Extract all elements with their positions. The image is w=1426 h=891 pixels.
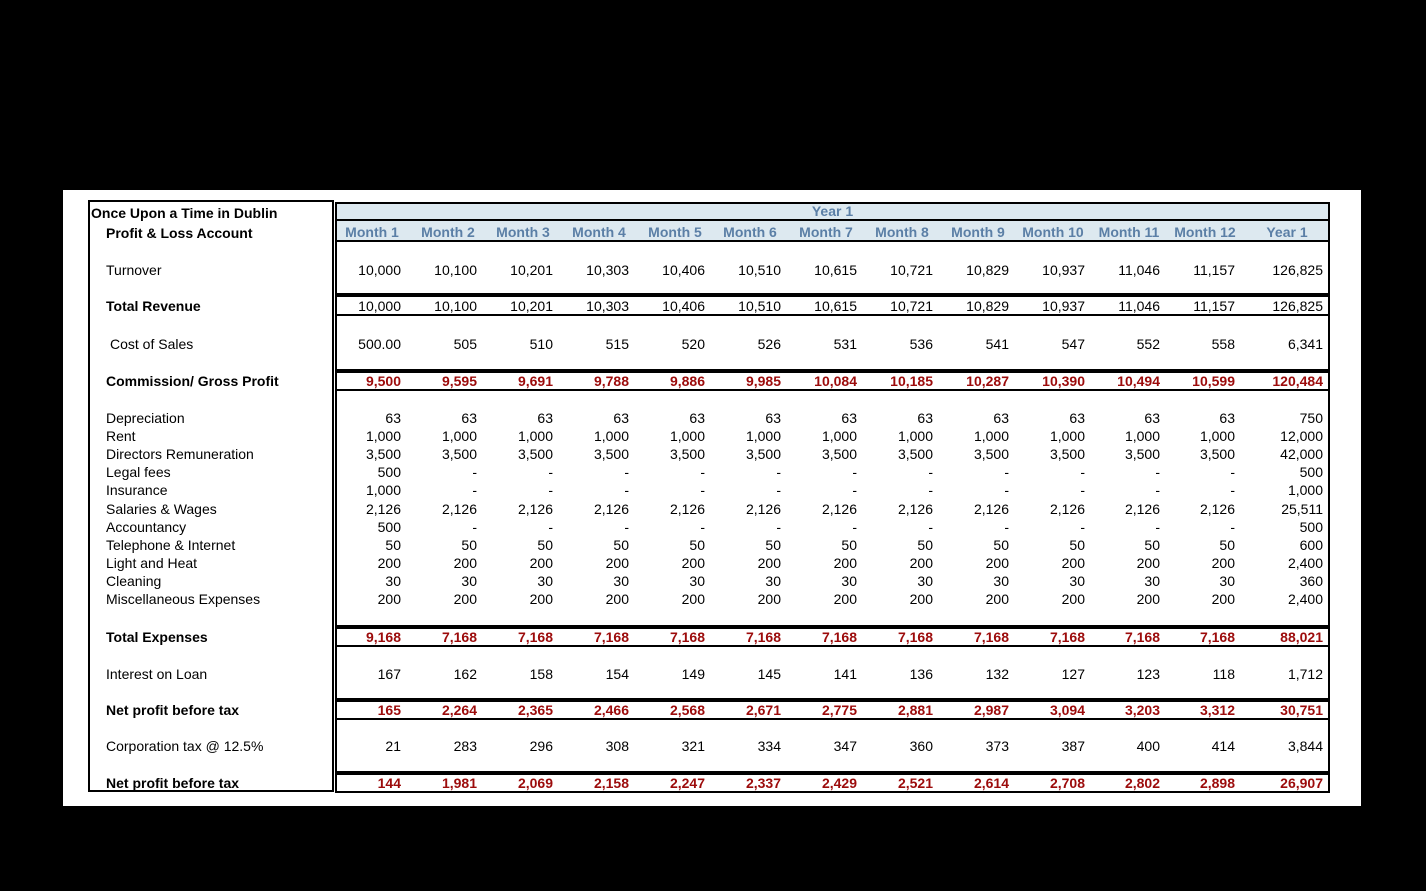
expense-cell: 1,000	[1199, 428, 1235, 444]
expense-cell: 3,500	[669, 446, 705, 462]
expense-cell: 30	[765, 573, 781, 589]
net-profit-cell: 144	[377, 775, 401, 791]
net-profit-cell: 2,158	[593, 775, 629, 791]
row-label-expense: Cleaning	[106, 573, 162, 589]
expense-cell: -	[1230, 464, 1235, 480]
expense-cell: 1,000	[897, 428, 933, 444]
expense-cell: 63	[841, 410, 857, 426]
corporation-tax-cell: 296	[529, 738, 553, 754]
expense-cell: 50	[841, 537, 857, 553]
interest-cell: 162	[453, 666, 477, 682]
gross-profit-cell: 9,788	[593, 373, 629, 389]
total-revenue-cell: 11,157	[1193, 298, 1235, 314]
turnover-cell: 10,510	[738, 262, 781, 278]
cost-of-sales-cell: 536	[909, 336, 933, 352]
total-expenses-cell: 7,168	[441, 629, 477, 645]
expense-cell: -	[852, 482, 857, 498]
expense-cell: 200	[681, 591, 705, 607]
expense-cell: 200	[909, 591, 933, 607]
cost-of-sales-cell: 515	[605, 336, 629, 352]
total-expenses-cell: 7,168	[821, 629, 857, 645]
expense-cell: -	[928, 464, 933, 480]
expense-cell: 50	[917, 537, 933, 553]
column-header: Month 11	[1098, 224, 1160, 240]
expense-cell: -	[776, 464, 781, 480]
expense-cell: 2,126	[973, 501, 1009, 517]
gross-profit-cell: 120,484	[1272, 373, 1323, 389]
report-title: Profit & Loss Account	[106, 225, 253, 241]
interest-cell: 118	[1212, 666, 1235, 682]
turnover-cell: 10,721	[890, 262, 933, 278]
expense-cell: -	[548, 519, 553, 535]
expense-cell: -	[852, 464, 857, 480]
expense-cell: 50	[537, 537, 553, 553]
expense-cell: 30	[1069, 573, 1085, 589]
cost-of-sales-cell: 531	[833, 336, 857, 352]
column-header: Month 8	[875, 224, 929, 240]
gross-profit-cell: 10,599	[1192, 373, 1235, 389]
expense-cell: 500	[1299, 519, 1323, 535]
net-profit-before-tax-cell: 2,568	[669, 702, 705, 718]
expense-cell: 3,500	[745, 446, 781, 462]
cost-of-sales-cell: 541	[985, 336, 1009, 352]
expense-cell: -	[624, 464, 629, 480]
expense-cell: 3,500	[517, 446, 553, 462]
expense-cell: -	[624, 519, 629, 535]
gross-profit-cell: 9,595	[441, 373, 477, 389]
expense-cell: 200	[681, 555, 705, 571]
expense-cell: 1,000	[441, 428, 477, 444]
row-label-turnover: Turnover	[106, 262, 162, 278]
column-header: Month 1	[345, 224, 399, 240]
expense-cell: 200	[1136, 591, 1160, 607]
total-expenses-cell: 88,021	[1280, 629, 1323, 645]
expense-cell: 30	[613, 573, 629, 589]
row-label-expense: Telephone & Internet	[106, 537, 236, 553]
corporation-tax-cell: 373	[985, 738, 1009, 754]
expense-cell: 30	[1144, 573, 1160, 589]
expense-cell: 200	[529, 555, 553, 571]
year-header: Year 1	[811, 203, 854, 219]
interest-cell: 167	[377, 666, 401, 682]
turnover-cell: 10,100	[434, 262, 477, 278]
net-profit-before-tax-cell: 2,264	[441, 702, 477, 718]
net-profit-before-tax-cell: 3,312	[1199, 702, 1235, 718]
total-expenses-cell: 7,168	[897, 629, 933, 645]
column-header: Month 6	[723, 224, 777, 240]
expense-cell: 200	[985, 591, 1009, 607]
turnover-cell: 10,201	[510, 262, 553, 278]
total-revenue-cell: 10,000	[358, 298, 401, 314]
cost-of-sales-cell: 520	[681, 336, 705, 352]
expense-cell: 600	[1299, 537, 1323, 553]
cost-of-sales-cell: 526	[757, 336, 781, 352]
expense-cell: 50	[993, 537, 1009, 553]
expense-cell: 1,000	[1124, 428, 1160, 444]
expense-cell: 200	[985, 555, 1009, 571]
turnover-cell: 10,406	[662, 262, 705, 278]
expense-cell: 500	[377, 519, 401, 535]
total-expenses-cell: 7,168	[517, 629, 553, 645]
expense-cell: 2,126	[517, 501, 553, 517]
column-header: Month 10	[1022, 224, 1084, 240]
expense-cell: 200	[1211, 555, 1235, 571]
expense-cell: 50	[385, 537, 401, 553]
column-header: Month 7	[799, 224, 853, 240]
interest-cell: 1,712	[1287, 666, 1323, 682]
expense-cell: 63	[385, 410, 401, 426]
expense-cell: -	[472, 482, 477, 498]
expense-cell: 63	[917, 410, 933, 426]
total-revenue-cell: 10,100	[434, 298, 477, 314]
expense-cell: 3,500	[441, 446, 477, 462]
interest-cell: 149	[681, 666, 705, 682]
expense-cell: 3,500	[821, 446, 857, 462]
row-label-expense: Accountancy	[106, 519, 187, 535]
net-profit-cell: 2,898	[1199, 775, 1235, 791]
interest-cell: 141	[833, 666, 857, 682]
expense-cell: 63	[1144, 410, 1160, 426]
expense-cell: -	[1155, 519, 1160, 535]
gross-profit-cell: 9,886	[669, 373, 705, 389]
gross-profit-cell: 9,985	[745, 373, 781, 389]
net-profit-cell: 2,247	[669, 775, 705, 791]
corporation-tax-cell: 21	[385, 738, 401, 754]
turnover-cell: 10,615	[814, 262, 857, 278]
expense-cell: 50	[1219, 537, 1235, 553]
expense-cell: 1,000	[973, 428, 1009, 444]
total-revenue-cell: 11,046	[1118, 298, 1160, 314]
expense-cell: 50	[765, 537, 781, 553]
total-revenue-cell: 126,825	[1272, 298, 1323, 314]
column-header: Month 5	[648, 224, 702, 240]
expense-cell: -	[852, 519, 857, 535]
cost-of-sales-cell: 547	[1061, 336, 1085, 352]
cost-of-sales-cell: 558	[1211, 336, 1235, 352]
net-profit-before-tax-cell: 2,775	[821, 702, 857, 718]
expense-cell: 30	[917, 573, 933, 589]
total-expenses-cell: 7,168	[593, 629, 629, 645]
expense-cell: 200	[453, 591, 477, 607]
turnover-cell: 11,157	[1193, 262, 1235, 278]
expense-cell: 30	[841, 573, 857, 589]
corporation-tax-cell: 387	[1061, 738, 1085, 754]
row-label-cost-of-sales: Cost of Sales	[110, 336, 194, 352]
expense-cell: 3,500	[593, 446, 629, 462]
corporation-tax-cell: 400	[1136, 738, 1160, 754]
expense-cell: 200	[909, 555, 933, 571]
corporation-tax-cell: 334	[757, 738, 781, 754]
expense-cell: 1,000	[593, 428, 629, 444]
expense-cell: 63	[1219, 410, 1235, 426]
row-label-net-profit: Net profit before tax	[106, 775, 240, 791]
expense-cell: 750	[1299, 410, 1323, 426]
expense-cell: 3,500	[1199, 446, 1235, 462]
total-revenue-cell: 10,303	[586, 298, 629, 314]
total-expenses-cell: 7,168	[669, 629, 705, 645]
expense-cell: 200	[377, 591, 401, 607]
net-profit-cell: 26,907	[1280, 775, 1323, 791]
expense-cell: 1,000	[1049, 428, 1085, 444]
net-profit-before-tax-cell: 3,094	[1049, 702, 1085, 718]
net-profit-before-tax-cell: 2,987	[973, 702, 1009, 718]
expense-cell: 2,126	[365, 501, 401, 517]
expense-cell: -	[1004, 464, 1009, 480]
expense-cell: -	[472, 519, 477, 535]
column-header: Month 4	[572, 224, 626, 240]
expense-cell: 30	[537, 573, 553, 589]
net-profit-cell: 2,429	[821, 775, 857, 791]
row-label-expense: Insurance	[106, 482, 168, 498]
expense-cell: 1,000	[365, 482, 401, 498]
expense-cell: -	[928, 482, 933, 498]
expense-cell: 2,400	[1287, 555, 1323, 571]
expense-cell: -	[1230, 519, 1235, 535]
row-label-interest: Interest on Loan	[106, 666, 208, 682]
expense-cell: 500	[1299, 464, 1323, 480]
expense-cell: 50	[1144, 537, 1160, 553]
expense-cell: -	[1155, 482, 1160, 498]
expense-cell: -	[1080, 464, 1085, 480]
expense-cell: 2,126	[1049, 501, 1085, 517]
expense-cell: 200	[1136, 555, 1160, 571]
expense-cell: -	[1004, 482, 1009, 498]
net-profit-before-tax-cell: 165	[377, 702, 401, 718]
corporation-tax-cell: 3,844	[1287, 738, 1323, 754]
total-revenue-cell: 10,510	[738, 298, 781, 314]
expense-cell: 2,126	[1124, 501, 1160, 517]
total-expenses-cell: 7,168	[1199, 629, 1235, 645]
gross-profit-cell: 10,084	[814, 373, 857, 389]
net-profit-before-tax-cell: 2,365	[517, 702, 553, 718]
corporation-tax-cell: 347	[833, 738, 857, 754]
expense-cell: 2,126	[1199, 501, 1235, 517]
expense-cell: -	[776, 519, 781, 535]
total-expenses-cell: 7,168	[1049, 629, 1085, 645]
corporation-tax-cell: 321	[681, 738, 705, 754]
expense-cell: 200	[1061, 555, 1085, 571]
expense-cell: 42,000	[1280, 446, 1323, 462]
total-revenue-cell: 10,937	[1042, 298, 1085, 314]
row-label-expense: Rent	[106, 428, 136, 444]
row-label-expense: Miscellaneous Expenses	[106, 591, 261, 607]
column-header: Month 12	[1174, 224, 1236, 240]
expense-cell: 63	[993, 410, 1009, 426]
expense-cell: 25,511	[1281, 501, 1323, 517]
net-profit-cell: 2,521	[897, 775, 933, 791]
interest-cell: 123	[1136, 666, 1160, 682]
net-profit-before-tax-cell: 2,466	[593, 702, 629, 718]
interest-cell: 127	[1061, 666, 1085, 682]
turnover-cell: 10,000	[358, 262, 401, 278]
cost-of-sales-cell: 6,341	[1287, 336, 1323, 352]
interest-cell: 158	[529, 666, 553, 682]
expense-cell: 200	[1061, 591, 1085, 607]
expense-cell: -	[624, 482, 629, 498]
column-header: Month 2	[421, 224, 475, 240]
expense-cell: 2,126	[593, 501, 629, 517]
cost-of-sales-cell: 510	[529, 336, 553, 352]
expense-cell: 30	[689, 573, 705, 589]
expense-cell: 200	[757, 591, 781, 607]
net-profit-cell: 1,981	[441, 775, 477, 791]
row-label-expense: Salaries & Wages	[106, 501, 217, 517]
expense-cell: 12,000	[1280, 428, 1323, 444]
expense-cell: 63	[461, 410, 477, 426]
expense-cell: 1,000	[517, 428, 553, 444]
total-revenue-cell: 10,615	[814, 298, 857, 314]
total-expenses-cell: 7,168	[745, 629, 781, 645]
expense-cell: 63	[537, 410, 553, 426]
expense-cell: 50	[1069, 537, 1085, 553]
column-header: Year 1	[1266, 224, 1308, 240]
expense-cell: 2,126	[821, 501, 857, 517]
expense-cell: 3,500	[973, 446, 1009, 462]
expense-cell: -	[1004, 519, 1009, 535]
expense-cell: 2,400	[1287, 591, 1323, 607]
expense-cell: 200	[453, 555, 477, 571]
expense-cell: 63	[765, 410, 781, 426]
expense-cell: 50	[689, 537, 705, 553]
expense-cell: -	[1230, 482, 1235, 498]
interest-cell: 145	[757, 666, 781, 682]
row-label-corporation-tax: Corporation tax @ 12.5%	[106, 738, 264, 754]
expense-cell: 2,126	[669, 501, 705, 517]
corporation-tax-cell: 308	[605, 738, 629, 754]
net-profit-cell: 2,708	[1049, 775, 1085, 791]
expense-cell: 30	[1219, 573, 1235, 589]
expense-cell: 200	[1211, 591, 1235, 607]
turnover-cell: 10,829	[966, 262, 1009, 278]
turnover-cell: 10,937	[1042, 262, 1085, 278]
expense-cell: 3,500	[1124, 446, 1160, 462]
gross-profit-cell: 10,494	[1117, 373, 1160, 389]
expense-cell: -	[700, 519, 705, 535]
expense-cell: 2,126	[745, 501, 781, 517]
row-label-expense: Light and Heat	[106, 555, 198, 571]
row-label-expense: Directors Remuneration	[106, 446, 254, 462]
corporation-tax-cell: 414	[1211, 738, 1235, 754]
expense-cell: 63	[1069, 410, 1085, 426]
expense-cell: -	[1155, 464, 1160, 480]
expense-cell: 63	[613, 410, 629, 426]
expense-cell: 200	[605, 555, 629, 571]
interest-cell: 132	[985, 666, 1009, 682]
turnover-cell: 126,825	[1272, 262, 1323, 278]
expense-cell: 200	[833, 591, 857, 607]
expense-cell: 200	[529, 591, 553, 607]
expense-cell: 3,500	[365, 446, 401, 462]
expense-cell: -	[1080, 519, 1085, 535]
gross-profit-cell: 10,185	[890, 373, 933, 389]
interest-cell: 136	[909, 666, 933, 682]
expense-cell: 50	[461, 537, 477, 553]
net-profit-before-tax-cell: 2,671	[745, 702, 781, 718]
expense-cell: 1,000	[821, 428, 857, 444]
total-revenue-cell: 10,721	[890, 298, 933, 314]
expense-cell: 200	[605, 591, 629, 607]
total-revenue-cell: 10,201	[510, 298, 553, 314]
expense-cell: 30	[993, 573, 1009, 589]
row-label-net-profit-before-tax: Net profit before tax	[106, 702, 240, 718]
expense-cell: 1,000	[745, 428, 781, 444]
expense-cell: -	[928, 519, 933, 535]
row-label-expense: Depreciation	[106, 410, 185, 426]
total-expenses-cell: 9,168	[365, 629, 401, 645]
row-label-expense: Legal fees	[106, 464, 171, 480]
cost-of-sales-cell: 500.00	[358, 336, 401, 352]
expense-cell: 200	[833, 555, 857, 571]
corporation-tax-cell: 360	[909, 738, 933, 754]
row-label-gross-profit: Commission/ Gross Profit	[106, 373, 279, 389]
expense-cell: 50	[613, 537, 629, 553]
expense-cell: -	[472, 464, 477, 480]
gross-profit-cell: 10,390	[1042, 373, 1085, 389]
corporation-tax-cell: 283	[453, 738, 477, 754]
expense-cell: -	[548, 464, 553, 480]
cost-of-sales-cell: 552	[1136, 336, 1160, 352]
expense-cell: 1,000	[365, 428, 401, 444]
expense-cell: 63	[689, 410, 705, 426]
net-profit-before-tax-cell: 3,203	[1124, 702, 1160, 718]
expense-cell: 360	[1299, 573, 1323, 589]
interest-cell: 154	[605, 666, 629, 682]
gross-profit-cell: 10,287	[966, 373, 1009, 389]
expense-cell: 200	[757, 555, 781, 571]
gross-profit-cell: 9,691	[517, 373, 553, 389]
row-label-total-revenue: Total Revenue	[106, 298, 201, 314]
expense-cell: 200	[377, 555, 401, 571]
net-profit-before-tax-cell: 30,751	[1280, 702, 1323, 718]
cost-of-sales-cell: 505	[453, 336, 477, 352]
net-profit-cell: 2,802	[1124, 775, 1160, 791]
expense-cell: 2,126	[441, 501, 477, 517]
gross-profit-cell: 9,500	[365, 373, 401, 389]
expense-cell: -	[548, 482, 553, 498]
expense-cell: -	[776, 482, 781, 498]
turnover-cell: 10,303	[586, 262, 629, 278]
expense-cell: 1,000	[1287, 482, 1323, 498]
turnover-cell: 11,046	[1118, 262, 1160, 278]
total-expenses-cell: 7,168	[1124, 629, 1160, 645]
expense-cell: 2,126	[897, 501, 933, 517]
net-profit-before-tax-cell: 2,881	[897, 702, 933, 718]
expense-cell: -	[1080, 482, 1085, 498]
total-expenses-cell: 7,168	[973, 629, 1009, 645]
column-header: Month 3	[496, 224, 550, 240]
net-profit-cell: 2,069	[517, 775, 553, 791]
net-profit-cell: 2,614	[973, 775, 1009, 791]
row-label-total-expenses: Total Expenses	[106, 629, 208, 645]
expense-cell: 500	[377, 464, 401, 480]
expense-cell: 1,000	[669, 428, 705, 444]
net-profit-cell: 2,337	[745, 775, 781, 791]
column-header: Month 9	[951, 224, 1005, 240]
company-title: Once Upon a Time in Dublin	[91, 205, 278, 221]
total-revenue-cell: 10,406	[662, 298, 705, 314]
expense-cell: 30	[461, 573, 477, 589]
expense-cell: -	[700, 482, 705, 498]
expense-cell: 3,500	[1049, 446, 1085, 462]
total-revenue-cell: 10,829	[966, 298, 1009, 314]
expense-cell: -	[700, 464, 705, 480]
expense-cell: 3,500	[897, 446, 933, 462]
expense-cell: 30	[385, 573, 401, 589]
